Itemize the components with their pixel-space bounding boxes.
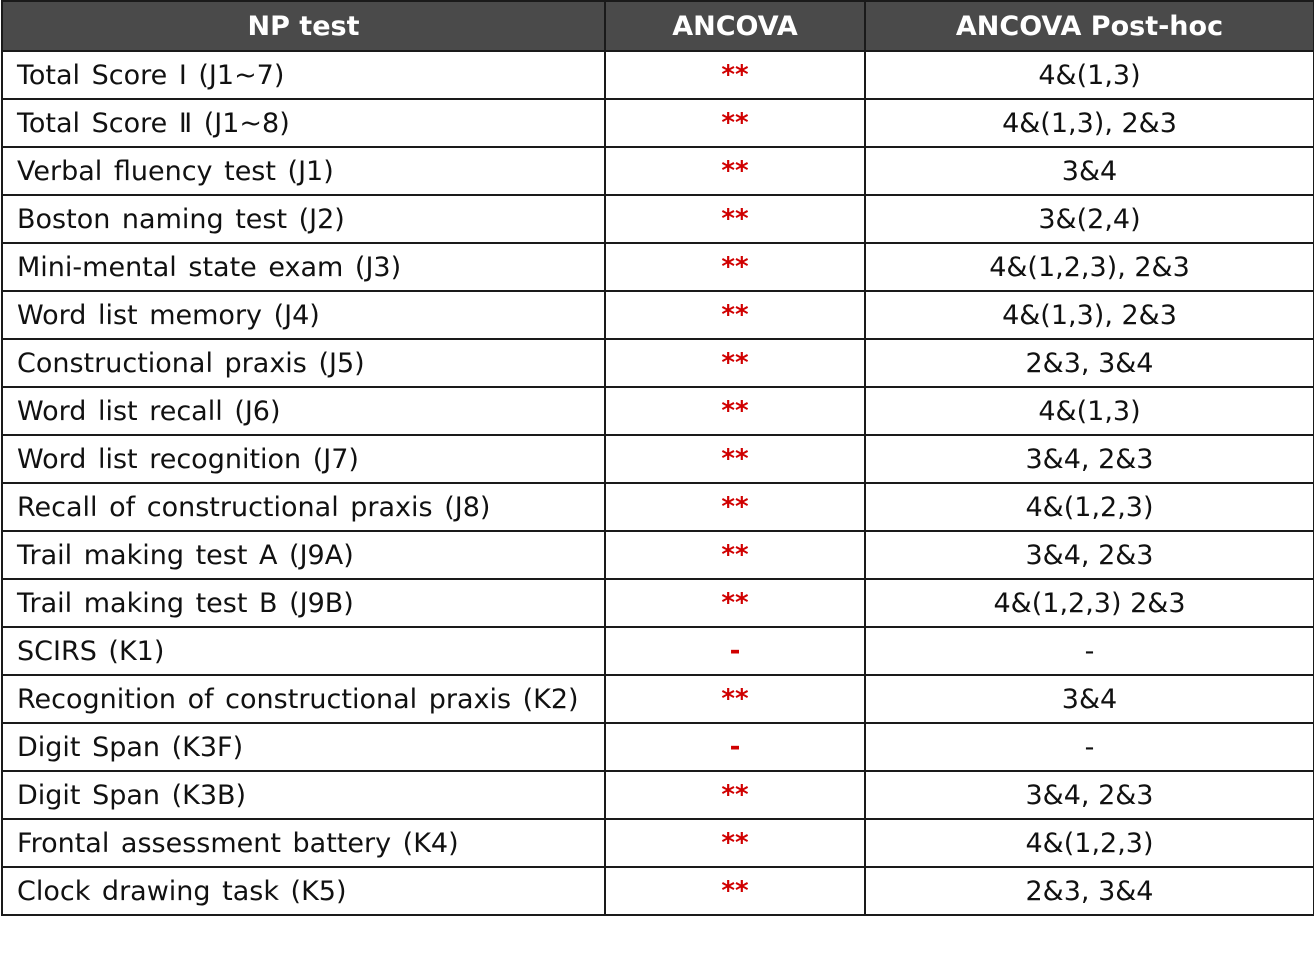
ancova-post-hoc-cell: -: [865, 723, 1314, 771]
column-header-ancova-post-hoc: ANCOVA Post-hoc: [865, 1, 1314, 51]
table-row: [2, 723, 1314, 771]
table-body: [2, 51, 1314, 915]
np-test-cell: Recall of constructional praxis (J8): [2, 483, 605, 531]
ancova-post-hoc-cell: 3&4, 2&3: [865, 435, 1314, 483]
ancova-post-hoc-cell: 4&(1,2,3), 2&3: [865, 243, 1314, 291]
ancova-post-hoc-cell: 4&(1,3): [865, 51, 1314, 99]
table-row: [2, 483, 1314, 531]
ancova-significance-cell: **: [605, 819, 865, 867]
np-test-table: [1, 0, 1314, 916]
table-row: [2, 531, 1314, 579]
ancova-significance-cell: **: [605, 867, 865, 915]
table-row: [2, 243, 1314, 291]
table-row: [2, 147, 1314, 195]
table-row: [2, 195, 1314, 243]
np-test-cell: SCIRS (K1): [2, 627, 605, 675]
table-row: [2, 387, 1314, 435]
ancova-significance-cell: **: [605, 147, 865, 195]
ancova-significance-cell: **: [605, 435, 865, 483]
table-row: [2, 675, 1314, 723]
np-test-cell: Total Score Ⅰ (J1~7): [2, 51, 605, 99]
table-row: [2, 99, 1314, 147]
np-test-cell: Trail making test A (J9A): [2, 531, 605, 579]
ancova-significance-cell: **: [605, 51, 865, 99]
ancova-significance-cell: **: [605, 99, 865, 147]
np-test-cell: Trail making test B (J9B): [2, 579, 605, 627]
ancova-post-hoc-cell: 4&(1,2,3): [865, 483, 1314, 531]
table-row: [2, 339, 1314, 387]
ancova-post-hoc-cell: 4&(1,3): [865, 387, 1314, 435]
table-row: [2, 819, 1314, 867]
ancova-significance-cell: **: [605, 243, 865, 291]
ancova-significance-cell: **: [605, 387, 865, 435]
ancova-post-hoc-cell: 2&3, 3&4: [865, 867, 1314, 915]
ancova-post-hoc-cell: -: [865, 627, 1314, 675]
np-test-cell: Recognition of constructional praxis (K2): [2, 675, 605, 723]
ancova-post-hoc-cell: 3&4, 2&3: [865, 771, 1314, 819]
table-row: [2, 291, 1314, 339]
ancova-significance-cell: -: [605, 627, 865, 675]
np-test-cell: Total Score Ⅱ (J1~8): [2, 99, 605, 147]
np-test-cell: Word list recognition (J7): [2, 435, 605, 483]
ancova-significance-cell: **: [605, 675, 865, 723]
ancova-post-hoc-cell: 4&(1,3), 2&3: [865, 291, 1314, 339]
ancova-post-hoc-cell: 2&3, 3&4: [865, 339, 1314, 387]
table-row: [2, 579, 1314, 627]
np-test-cell: Word list memory (J4): [2, 291, 605, 339]
ancova-significance-cell: **: [605, 195, 865, 243]
ancova-significance-cell: -: [605, 723, 865, 771]
ancova-significance-cell: **: [605, 483, 865, 531]
ancova-post-hoc-cell: 4&(1,3), 2&3: [865, 99, 1314, 147]
table-row: [2, 435, 1314, 483]
np-test-cell: Verbal fluency test (J1): [2, 147, 605, 195]
column-header-np-test: NP test: [2, 1, 605, 51]
ancova-significance-cell: **: [605, 339, 865, 387]
np-test-cell: Clock drawing task (K5): [2, 867, 605, 915]
ancova-significance-cell: **: [605, 291, 865, 339]
ancova-post-hoc-cell: 3&(2,4): [865, 195, 1314, 243]
column-header-ancova: ANCOVA: [605, 1, 865, 51]
np-test-cell: Frontal assessment battery (K4): [2, 819, 605, 867]
table-row: [2, 627, 1314, 675]
ancova-significance-cell: **: [605, 531, 865, 579]
np-test-cell: Word list recall (J6): [2, 387, 605, 435]
table-row: [2, 771, 1314, 819]
table-row: [2, 867, 1314, 915]
np-test-cell: Digit Span (K3B): [2, 771, 605, 819]
ancova-post-hoc-cell: 4&(1,2,3) 2&3: [865, 579, 1314, 627]
np-test-cell: Boston naming test (J2): [2, 195, 605, 243]
ancova-post-hoc-cell: 4&(1,2,3): [865, 819, 1314, 867]
ancova-post-hoc-cell: 3&4, 2&3: [865, 531, 1314, 579]
ancova-significance-cell: **: [605, 771, 865, 819]
ancova-post-hoc-cell: 3&4: [865, 147, 1314, 195]
header-row: [2, 1, 1314, 51]
ancova-significance-cell: **: [605, 579, 865, 627]
table-row: [2, 51, 1314, 99]
ancova-post-hoc-cell: 3&4: [865, 675, 1314, 723]
np-test-cell: Constructional praxis (J5): [2, 339, 605, 387]
np-test-cell: Mini-mental state exam (J3): [2, 243, 605, 291]
np-test-cell: Digit Span (K3F): [2, 723, 605, 771]
